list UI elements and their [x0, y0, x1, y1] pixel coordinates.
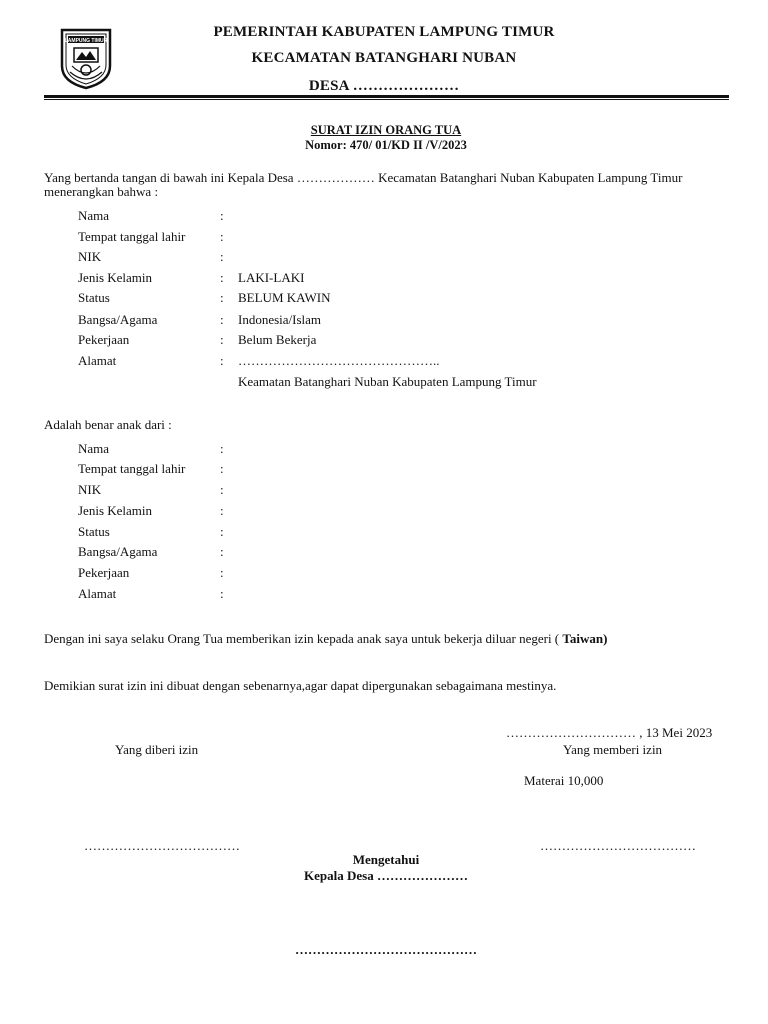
- materai-label: Materai 10,000: [524, 773, 604, 788]
- field-colon: :: [220, 208, 224, 223]
- field-label: Alamat: [78, 586, 117, 601]
- field-label: Alamat: [78, 353, 117, 368]
- field-label: Bangsa/Agama: [78, 312, 158, 327]
- field-label: Bangsa/Agama: [78, 544, 158, 559]
- logo-text: LAMPUNG TIMUR: [64, 37, 108, 44]
- field-label: Pekerjaan: [78, 565, 130, 580]
- permission-text: Dengan ini saya selaku Orang Tua memberikan izin kepada anak saya untuk bekerja diluar negeri (: [44, 631, 563, 646]
- field-colon: :: [220, 461, 224, 476]
- field-colon: :: [220, 312, 224, 327]
- field-colon: :: [220, 586, 224, 601]
- field-colon: :: [220, 482, 224, 497]
- field-colon: :: [220, 565, 224, 580]
- field-colon: :: [220, 544, 224, 559]
- header-line-3: DESA …………………: [308, 78, 460, 94]
- letter-title: SURAT IZIN ORANG TUA: [310, 123, 462, 137]
- village-head-signature-line: ……………………………………: [295, 942, 477, 957]
- field-colon: :: [220, 524, 224, 539]
- person1-address-line-2: Keamatan Batanghari Nuban Kabupaten Lampung Timur: [238, 374, 537, 389]
- field-label: Status: [78, 290, 110, 305]
- village-head-label: Kepala Desa …………………: [304, 868, 468, 883]
- field-value: Belum Bekerja: [238, 332, 317, 347]
- header-rule-thick: [44, 95, 729, 98]
- closing-statement: Demikian surat izin ini dibuat dengan sebenarnya,agar dapat dipergunakan sebagaimana mestinya.: [44, 678, 557, 693]
- field-colon: :: [220, 353, 224, 368]
- header-line-1: PEMERINTAH KABUPATEN LAMPUNG TIMUR: [213, 24, 555, 40]
- field-label: Pekerjaan: [78, 332, 130, 347]
- right-signature-title: Yang memberi izin: [563, 742, 663, 757]
- field-value: Indonesia/Islam: [238, 312, 322, 327]
- intro-line-1: Yang bertanda tangan di bawah ini Kepala Desa ……………… Kecamatan Batanghari Nuban Kabupaten Lampung Timur: [44, 170, 683, 185]
- field-colon: :: [220, 503, 224, 518]
- field-colon: :: [220, 290, 224, 305]
- field-value: LAKI-LAKI: [238, 270, 305, 285]
- permission-statement: [44, 631, 607, 647]
- field-colon: :: [220, 441, 224, 456]
- child-intro: Adalah benar anak dari :: [44, 417, 172, 432]
- letter-number: Nomor: 470/ 01/KD II /V/2023: [305, 138, 467, 152]
- header-line-2: KECAMATAN BATANGHARI NUBAN: [251, 50, 517, 66]
- field-value: ………………………………………..: [238, 353, 440, 368]
- field-label: Tempat tanggal lahir: [78, 229, 186, 244]
- field-label: Tempat tanggal lahir: [78, 461, 186, 476]
- field-value: BELUM KAWIN: [238, 290, 331, 305]
- field-label: Nama: [78, 208, 110, 223]
- acknowledged-label: Mengetahui: [352, 852, 420, 867]
- left-signature-title: Yang diberi izin: [115, 742, 199, 757]
- field-colon: :: [220, 249, 224, 264]
- field-label: Jenis Kelamin: [78, 270, 153, 285]
- field-colon: :: [220, 270, 224, 285]
- right-signature-line: ………………………………: [540, 838, 696, 853]
- date-line: ………………………… , 13 Mei 2023: [506, 725, 713, 740]
- field-colon: :: [220, 229, 224, 244]
- field-label: NIK: [78, 482, 102, 497]
- field-label: Jenis Kelamin: [78, 503, 153, 518]
- field-label: NIK: [78, 249, 102, 264]
- header-rule-thin: [44, 99, 729, 100]
- permission-country: Taiwan): [562, 631, 608, 646]
- left-signature-line: ………………………………: [84, 838, 240, 853]
- field-label: Nama: [78, 441, 110, 456]
- field-label: Status: [78, 524, 110, 539]
- field-colon: :: [220, 332, 224, 347]
- intro-line-2: menerangkan bahwa :: [44, 184, 159, 199]
